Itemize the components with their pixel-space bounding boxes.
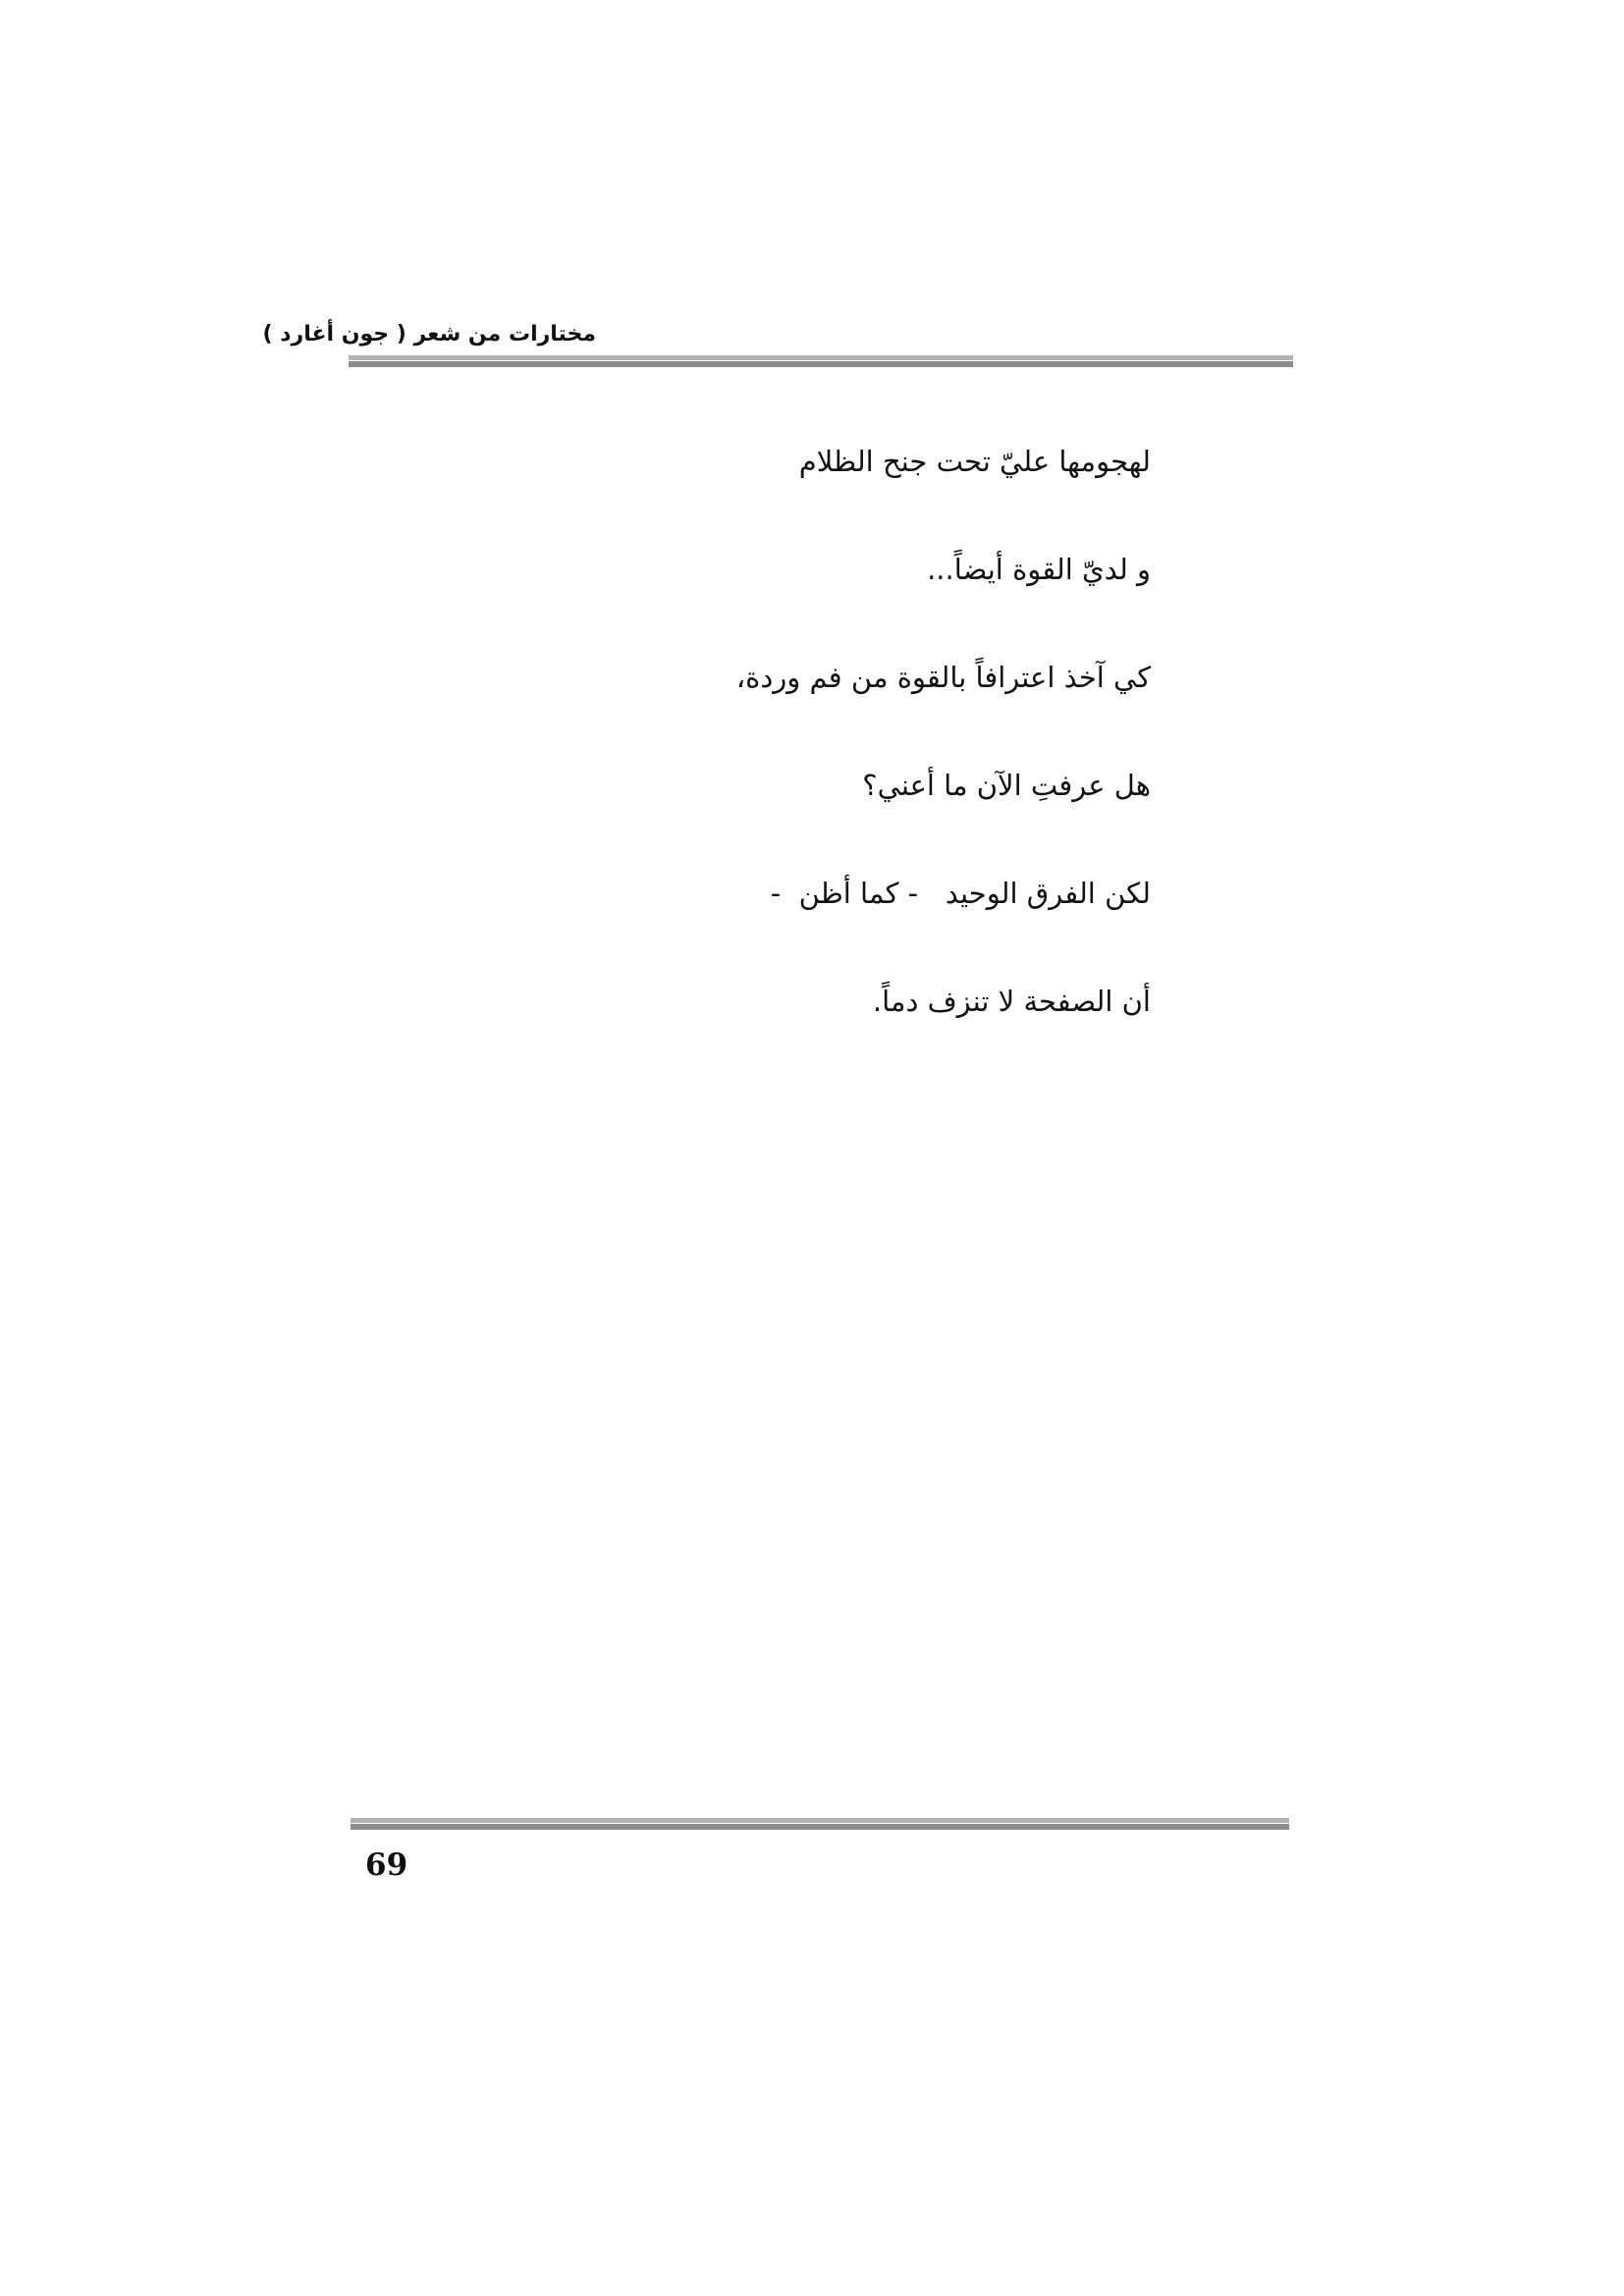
poem-line: هل عرفتِ الآن ما أعني؟ [862,769,1151,802]
poem-line: كي آخذ اعترافاً بالقوة من فم وردة، [735,661,1151,694]
footer-rule [351,1818,1289,1830]
header-rule-dark-band [349,361,1293,367]
header-rule [349,355,1293,367]
running-header-title: مختارات من شعر ( جون أغارد ) [262,322,596,347]
poem-line: و لديّ القوة أيضاً... [927,553,1151,586]
poem-line: لكن الفرق الوحيد - كما أظن - [770,877,1151,910]
poem-text [444,432,1151,1080]
footer-rule-dark-band [351,1824,1289,1830]
page-number: 69 [365,1847,408,1883]
footer-rule-light-band [351,1818,1289,1823]
poem-line: أن الصفحة لا تنزف دماً. [872,985,1151,1018]
poem-line: لهجومها عليّ تحت جنح الظلام [798,445,1151,478]
header-rule-light-band [349,355,1293,360]
